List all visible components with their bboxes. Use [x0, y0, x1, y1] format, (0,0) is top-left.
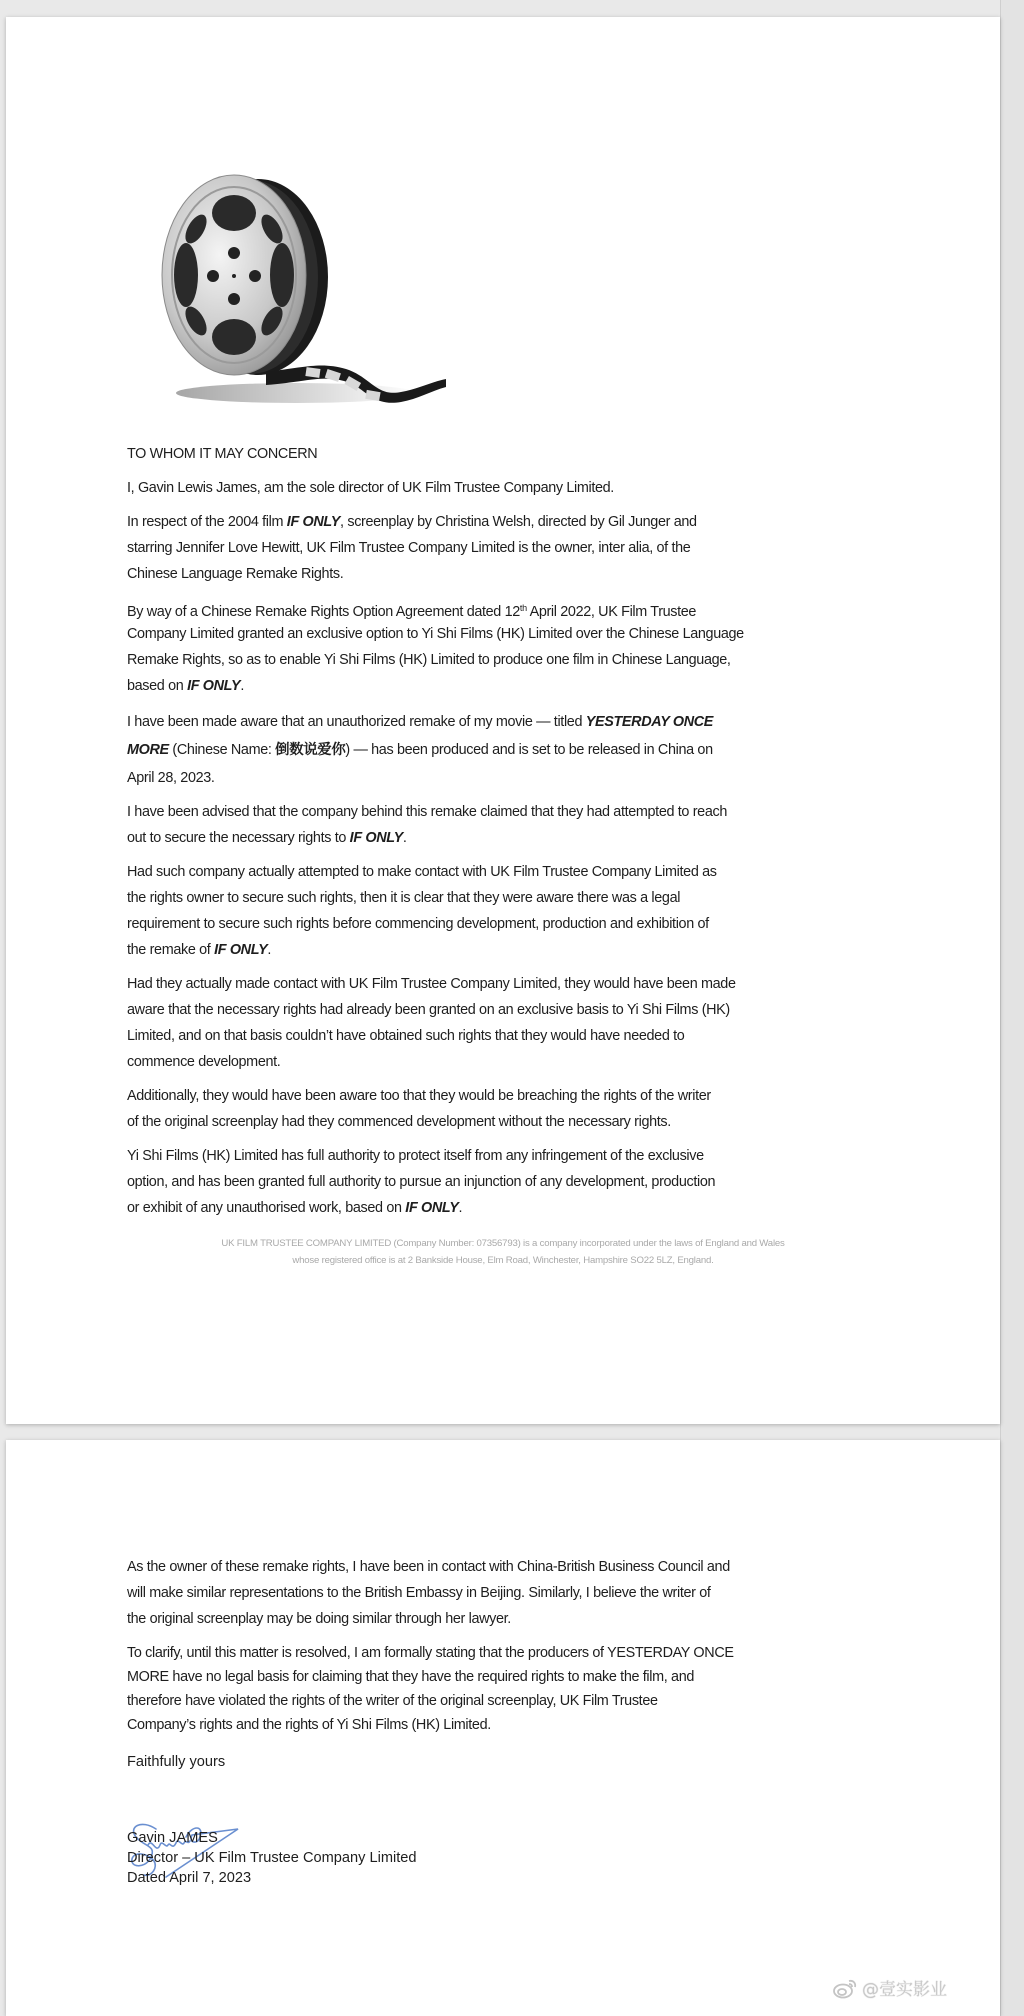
- company-footer-line: UK FILM TRUSTEE COMPANY LIMITED (Company Number: 07356793) is a company incorporated under the laws of England and Wales: [221, 1238, 785, 1249]
- paragraph-council-line: will make similar representations to the British Embassy in Beijing. Similarly, I believe the writer of: [127, 1585, 711, 1601]
- text: .: [402, 830, 407, 846]
- company-footer-line: whose registered office is at 2 Bankside House, Elm Road, Winchester, Hampshire SO22 5LZ, England.: [292, 1255, 714, 1266]
- signer-title: Director – UK Film Trustee Company Limited: [127, 1850, 417, 1866]
- intro-paragraph: I, Gavin Lewis James, am the sole director of UK Film Trustee Company Limited.: [127, 480, 614, 496]
- paragraph-granted-line: Had they actually made contact with UK Film Trustee Company Limited, they would have been made: [127, 976, 736, 992]
- text: or exhibit of any unauthorised work, based on: [127, 1200, 406, 1216]
- scrollbar-track[interactable]: [1000, 0, 1024, 2016]
- text: By way of a Chinese Remake Rights Option Agreement dated 12: [127, 604, 520, 620]
- chinese-title: 倒数说爱你: [275, 742, 346, 758]
- film-title: IF ONLY: [187, 678, 241, 694]
- film-title: IF ONLY: [405, 1200, 459, 1216]
- paragraph-council-line: As the owner of these remake rights, I have been in contact with China-British Business Council and: [127, 1559, 730, 1575]
- film-title: IF ONLY: [214, 942, 268, 958]
- text: ) — has been produced and is set to be released in China on: [345, 742, 713, 758]
- text: .: [458, 1200, 463, 1216]
- paragraph-option-line: [127, 677, 244, 695]
- text: .: [267, 942, 271, 958]
- text: (Chinese Name:: [168, 742, 276, 758]
- paragraph-writer-line: of the original screenplay had they commenced development without the necessary rights.: [127, 1114, 671, 1130]
- letter-page-2: [6, 1440, 1000, 2016]
- text: In respect of the 2004 film: [127, 514, 287, 530]
- paragraph-remake-line: April 28, 2023.: [127, 770, 215, 786]
- paragraph-council-line: the original screenplay may be doing similar through her lawyer.: [127, 1611, 511, 1627]
- closing: Faithfully yours: [127, 1754, 226, 1770]
- text: out to secure the necessary rights to: [127, 830, 350, 846]
- paragraph-ownership-line: Chinese Language Remake Rights.: [127, 566, 344, 582]
- paragraph-remake-line: [127, 741, 713, 759]
- text: I have been made aware that an unauthorized remake of my movie — titled: [127, 714, 586, 730]
- paragraph-option-line: Remake Rights, so as to enable Yi Shi Films (HK) Limited to produce one film in Chinese Language,: [127, 652, 731, 668]
- paragraph-advised-line: I have been advised that the company behind this remake claimed that they had attempted to reach: [127, 804, 727, 820]
- watermark: [832, 1975, 947, 2000]
- paragraph-contact-line: requirement to secure such rights before commencing development, production and exhibition of: [127, 916, 709, 932]
- paragraph-clarify-line: therefore have violated the rights of the writer of the original screenplay, UK Film Trustee: [127, 1693, 658, 1709]
- remake-title: MORE: [127, 742, 169, 758]
- paragraph-option-line: Company Limited granted an exclusive option to Yi Shi Films (HK) Limited over the Chinese Language: [127, 626, 744, 642]
- text: .: [240, 678, 244, 694]
- text: , screenplay by Christina Welsh, directed by Gil Junger and: [340, 514, 697, 530]
- paragraph-remake-line: [127, 713, 713, 731]
- paragraph-authority-line: [127, 1199, 462, 1217]
- text: April 2022, UK Film Trustee: [526, 604, 697, 620]
- text: based on: [127, 678, 188, 694]
- watermark-handle: @壹实影业: [862, 1980, 947, 2000]
- paragraph-clarify-line: MORE have no legal basis for claiming that they have the required rights to make the film, and: [127, 1669, 695, 1685]
- salutation: TO WHOM IT MAY CONCERN: [127, 446, 318, 462]
- paragraph-clarify-line: To clarify, until this matter is resolved, I am formally stating that the producers of YESTERDAY ONCE: [127, 1645, 734, 1661]
- paragraph-granted-line: Limited, and on that basis couldn’t have obtained such rights that they would have needed to: [127, 1028, 685, 1044]
- weibo-icon: [832, 1977, 858, 1999]
- paragraph-granted-line: commence development.: [127, 1054, 281, 1070]
- paragraph-granted-line: aware that the necessary rights had already been granted on an exclusive basis to Yi Shi Films (HK): [127, 1002, 730, 1018]
- signed-date: Dated April 7, 2023: [127, 1870, 252, 1886]
- film-title: IF ONLY: [349, 830, 403, 846]
- film-title: IF ONLY: [286, 514, 341, 530]
- text: the remake of: [127, 942, 215, 958]
- film-reel-image: [146, 157, 456, 427]
- paragraph-contact-line: Had such company actually attempted to make contact with UK Film Trustee Company Limited as: [127, 864, 717, 880]
- paragraph-writer-line: Additionally, they would have been aware too that they would be breaching the rights of the writer: [127, 1088, 711, 1104]
- paragraph-option-line: [127, 599, 696, 621]
- ordinal-suffix: th: [519, 603, 527, 613]
- paragraph-advised-line: [127, 829, 407, 847]
- remake-title: YESTERDAY ONCE: [585, 714, 714, 730]
- paragraph-contact-line: [127, 941, 271, 959]
- paragraph-authority-line: Yi Shi Films (HK) Limited has full authority to protect itself from any infringement of the exclusive: [127, 1148, 704, 1164]
- paragraph-ownership-line: starring Jennifer Love Hewitt, UK Film Trustee Company Limited is the owner, inter alia, of the: [127, 540, 691, 556]
- letter-page-1: [6, 17, 1000, 1424]
- paragraph-authority-line: option, and has been granted full authority to pursue an injunction of any development, production: [127, 1174, 716, 1190]
- paragraph-clarify-line: Company’s rights and the rights of Yi Shi Films (HK) Limited.: [127, 1717, 491, 1733]
- signer-name: Gavin JAMES: [127, 1830, 218, 1846]
- paragraph-contact-line: the rights owner to secure such rights, then it is clear that they were aware there was a legal: [127, 890, 681, 906]
- paragraph-ownership-line: [127, 513, 697, 531]
